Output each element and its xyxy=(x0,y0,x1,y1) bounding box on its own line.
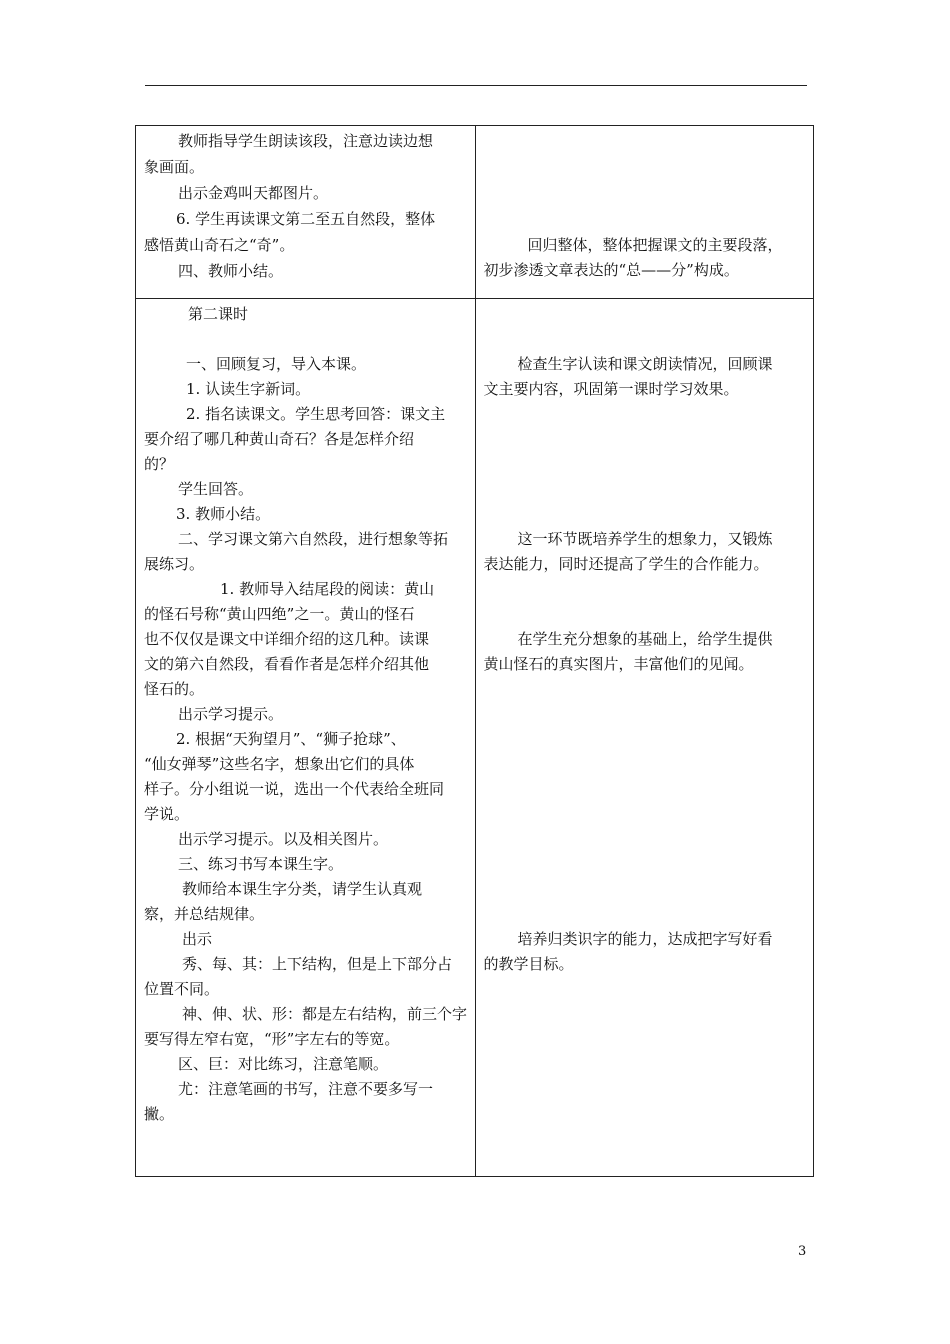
text-line: 撇。 xyxy=(144,1105,175,1123)
page-number: 3 xyxy=(798,1244,807,1259)
text-line: 展练习。 xyxy=(144,555,205,573)
text-line: 文主要内容，巩固第一课时学习效果。 xyxy=(483,380,739,398)
text-line: 察，并总结规律。 xyxy=(144,905,265,923)
text-line: 秀、每、其：上下结构，但是上下部分占 xyxy=(182,955,453,973)
text-line: 的？ xyxy=(144,455,175,473)
text-line: 要写得左窄右宽，“形”字左右的等宽。 xyxy=(144,1030,400,1048)
text-line: 出示 xyxy=(182,930,213,948)
text-line: 培养归类识字的能力，达成把字写好看 xyxy=(517,930,773,948)
text-line: 2. 根据“天狗望月”、“狮子抢球”、 xyxy=(176,730,406,748)
table-row xyxy=(136,299,814,1177)
text-line: 表达能力，同时还提高了学生的合作能力。 xyxy=(483,555,769,573)
text-line: 在学生充分想象的基础上，给学生提供 xyxy=(517,630,773,648)
text-line: 文的第六自然段，看看作者是怎样介绍其他 xyxy=(144,655,430,673)
lesson-table xyxy=(135,125,814,1177)
text-line: 6. 学生再读课文第二至五自然段，整体 xyxy=(176,210,436,228)
text-line: 区、巨：对比练习，注意笔顺。 xyxy=(178,1055,389,1073)
text-line: 四、教师小结。 xyxy=(178,262,284,280)
text-line: 教师指导学生朗读该段，注意边读边想 xyxy=(178,132,434,150)
intent-cell xyxy=(475,126,814,299)
text-line: 初步渗透文章表达的“总——分”构成。 xyxy=(483,261,739,279)
text-line: 1. 认读生字新词。 xyxy=(186,380,311,398)
procedure-cell xyxy=(136,126,476,299)
section-title: 第二课时 xyxy=(188,305,249,323)
text-line: 的怪石号称“黄山四绝”之一。黄山的怪石 xyxy=(144,605,415,623)
text-line: 教师给本课生字分类，请学生认真观 xyxy=(182,880,423,898)
text-line: 3. 教师小结。 xyxy=(176,505,271,523)
text-line: 感悟黄山奇石之“奇”。 xyxy=(144,236,295,254)
intent-cell xyxy=(475,299,814,1177)
text-line: 象画面。 xyxy=(144,158,205,176)
text-line: 也不仅仅是课文中详细介绍的这几种。读课 xyxy=(144,630,430,648)
text-line: 二、学习课文第六自然段，进行想象等拓 xyxy=(178,530,449,548)
text-line: 出示学习提示。以及相关图片。 xyxy=(178,830,389,848)
text-line: 检查生字认读和课文朗读情况，回顾课 xyxy=(517,355,773,373)
text-line: 样子。分小组说一说，选出一个代表给全班同 xyxy=(144,780,445,798)
text-line: 学说。 xyxy=(144,805,190,823)
text-line: 回归整体，整体把握课文的主要段落， xyxy=(527,236,783,254)
text-line: 的教学目标。 xyxy=(483,955,574,973)
header-rule xyxy=(145,85,807,86)
text-line: 一、回顾复习，导入本课。 xyxy=(186,355,367,373)
procedure-cell xyxy=(136,299,476,1177)
text-line: 出示金鸡叫天都图片。 xyxy=(178,184,329,202)
text-line: 出示学习提示。 xyxy=(178,705,284,723)
text-line: “仙女弹琴”这些名字，想象出它们的具体 xyxy=(144,755,415,773)
text-line: 黄山怪石的真实图片，丰富他们的见闻。 xyxy=(483,655,754,673)
table-row xyxy=(136,126,814,299)
text-line: 神、伸、状、形：都是左右结构，前三个字 xyxy=(182,1005,468,1023)
text-line: 1. 教师导入结尾段的阅读：黄山 xyxy=(220,580,435,598)
text-line: 2. 指名读课文。学生思考回答：课文主 xyxy=(186,405,446,423)
text-line: 尤：注意笔画的书写，注意不要多写一 xyxy=(178,1080,434,1098)
text-line: 位置不同。 xyxy=(144,980,220,998)
text-line: 这一环节既培养学生的想象力，又锻炼 xyxy=(517,530,773,548)
text-line: 学生回答。 xyxy=(178,480,254,498)
text-line: 要介绍了哪几种黄山奇石？各是怎样介绍 xyxy=(144,430,415,448)
text-line: 怪石的。 xyxy=(144,680,205,698)
text-line: 三、练习书写本课生字。 xyxy=(178,855,344,873)
